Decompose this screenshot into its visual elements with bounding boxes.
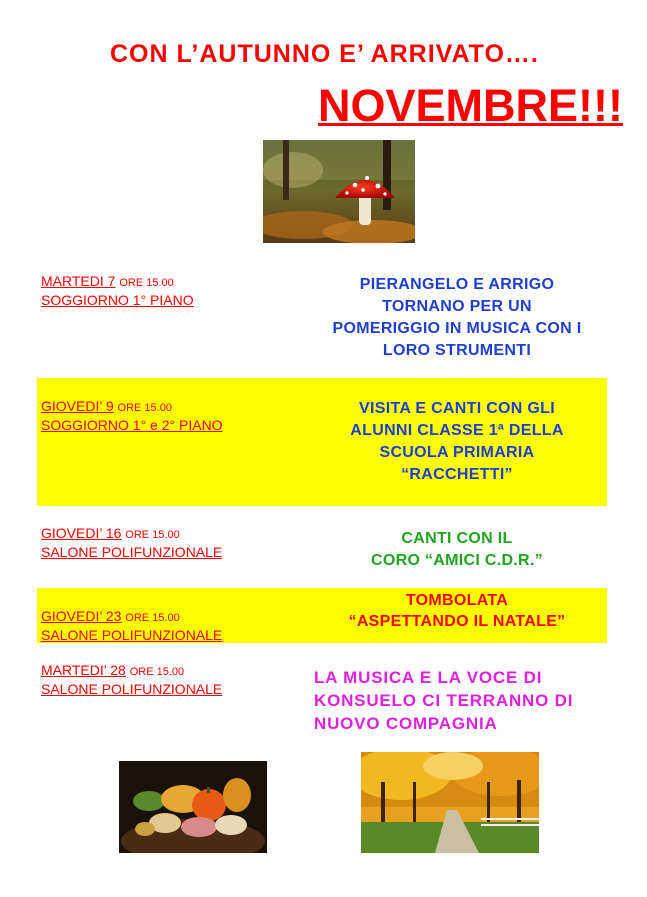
event-date-3 — [41, 525, 222, 561]
event-description-line: LORO STRUMENTI — [382, 342, 532, 359]
event-day-4: GIOVEDI’ 23 — [41, 608, 122, 624]
event-place-2: SOGGIORNO 1° e 2° PIANO — [41, 417, 223, 433]
event-time-3: ORE 15.00 — [125, 529, 180, 541]
event-description-1 — [300, 274, 614, 362]
event-description-line: CANTI CON IL — [401, 530, 513, 547]
mushroom-photo — [263, 140, 415, 243]
event-description-line: TOMBOLATA — [405, 592, 509, 609]
event-description-line: “ASPETTANDO IL NATALE” — [348, 613, 566, 630]
event-description-line: KONSUELO CI TERRANNO DI — [314, 691, 574, 710]
event-place-1: SOGGIORNO 1° PIANO — [41, 292, 194, 308]
event-description-4 — [300, 590, 614, 632]
event-description-line: LA MUSICA E LA VOCE DI — [314, 668, 543, 687]
event-description-2 — [300, 398, 614, 486]
event-time-2: ORE 15.00 — [117, 402, 172, 414]
event-place-4: SALONE POLIFUNZIONALE — [41, 627, 223, 643]
event-description-line: CORO “AMICI C.D.R.” — [371, 552, 543, 569]
event-time-4: ORE 15.00 — [125, 612, 180, 624]
event-date-4 — [41, 608, 222, 644]
title-line-2: NOVEMBRE!!! — [318, 80, 623, 131]
event-day-2: GIOVEDI’ 9 — [41, 398, 114, 414]
event-time-1: ORE 15.00 — [119, 277, 174, 289]
autumn-road-photo — [361, 752, 539, 853]
event-date-5 — [41, 662, 222, 698]
event-place-5: SALONE POLIFUNZIONALE — [41, 681, 223, 697]
event-description-line: POMERIGGIO IN MUSICA CON I — [332, 320, 582, 337]
event-date-1 — [41, 273, 194, 309]
event-description-line: PIERANGELO E ARRIGO — [359, 276, 555, 293]
event-description-line: VISITA E CANTI CON GLI — [359, 400, 555, 417]
event-day-3: GIOVEDI’ 16 — [41, 525, 122, 541]
pumpkins-photo — [119, 761, 267, 853]
event-description-5 — [314, 666, 614, 735]
event-description-line: ALUNNI CLASSE 1ª DELLA — [350, 422, 564, 439]
event-date-2 — [41, 398, 223, 434]
event-description-3 — [300, 528, 614, 572]
event-day-5: MARTEDI’ 28 — [41, 662, 126, 678]
title-line-1: CON L’AUTUNNO E’ ARRIVATO…. — [110, 40, 539, 68]
event-day-1: MARTEDI 7 — [41, 273, 116, 289]
event-description-line: “RACCHETTI” — [401, 466, 513, 483]
event-description-line: SCUOLA PRIMARIA — [379, 444, 535, 461]
event-description-line: TORNANO PER UN — [382, 298, 532, 315]
event-description-line: NUOVO COMPAGNIA — [314, 714, 498, 733]
event-time-5: ORE 15.00 — [129, 666, 185, 678]
event-place-3: SALONE POLIFUNZIONALE — [41, 544, 223, 560]
